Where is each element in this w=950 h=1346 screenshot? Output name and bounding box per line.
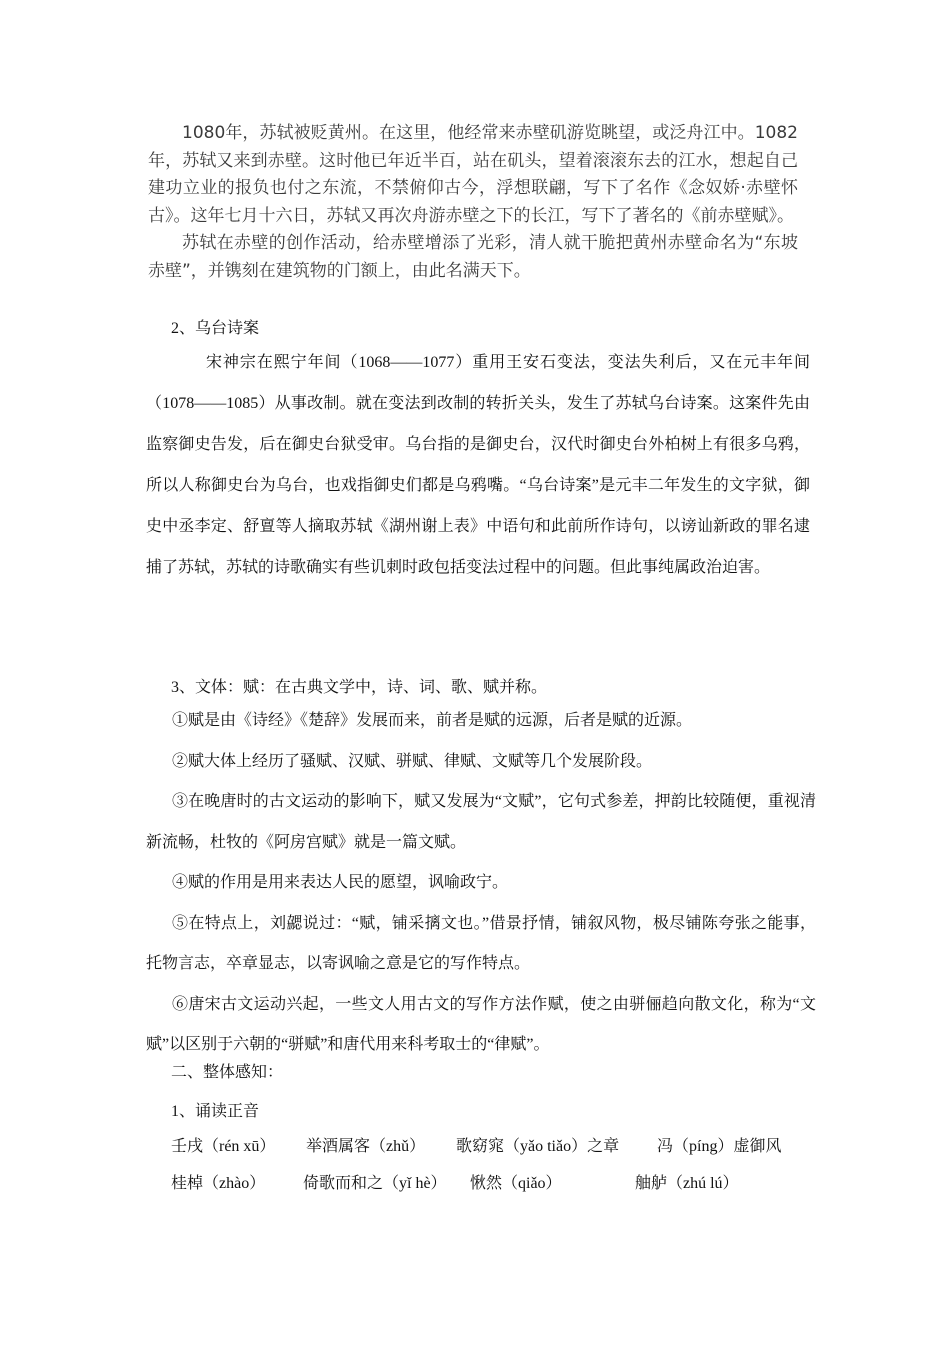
- list-item: ③在晚唐时的古文运动的影响下，赋又发展为“文赋”，它句式参差，押韵比较随便，重视清新流畅，杜牧的《阿房宫赋》就是一篇文赋。: [146, 793, 816, 851]
- part-2-subheading: 1、诵读正音: [171, 1103, 260, 1120]
- section-2-heading: 2、乌台诗案: [171, 320, 260, 337]
- pronunciation-8: 舳舻（zhú lú）: [635, 1175, 739, 1192]
- pronunciation-7: 愀然（qiǎo）: [470, 1175, 562, 1192]
- part-2-heading: 二、整体感知：: [171, 1064, 284, 1081]
- scan-paragraph-1: 1080年，苏轼被贬黄州。在这里，他经常来赤壁矶游览眺望，或泛舟江中。1082年，苏轼又来到赤壁。这时他已年近半百，站在矶头，望着滚滚东去的江水，想起自己建功立业的报负也付之东流，不禁俯仰古今，浮想联翩，写下了名作《念奴娇·赤壁怀古》。这年七月十六日，苏轼又再次舟游赤壁之下的长江，写下了著名的《前赤壁赋》。: [148, 123, 798, 226]
- section-2-paragraph: 宋神宗在熙宁年间（1068——1077）重用王安石变法，变法失利后，又在元丰年间（1078——1085）从事改制。就在变法到改制的转折关头，发生了苏轼乌台诗案。这案件先由监察御史告发，后在御史台狱受审。乌台指的是御史台，汉代时御史台外柏树上有很多乌鸦，所以人称御史台为乌台，也戏指御史们都是乌鸦嘴。“乌台诗案”是元丰二年发生的文字狱，御史中丞李定、舒亶等人摘取苏轼《湖州谢上表》中语句和此前所作诗句，以谤讪新政的罪名逮捕了苏轼，苏轼的诗歌确实有些讥刺时政包括变法过程中的问题。但此事纯属政治迫害。: [146, 354, 810, 576]
- pronunciation-5: 桂棹（zhào）: [171, 1175, 266, 1192]
- list-item: ②赋大体上经历了骚赋、汉赋、骈赋、律赋、文赋等几个发展阶段。: [172, 752, 653, 770]
- scan-paragraph-2: 苏轼在赤壁的创作活动，给赤壁增添了光彩，清人就干脆把黄州赤壁命名为“东坡赤壁”，并镌刻在建筑物的门额上，由此名满天下。: [148, 233, 798, 281]
- section-2-body: [146, 342, 810, 588]
- pronunciation-6: 倚歌而和之（yǐ hè）: [303, 1175, 447, 1192]
- scanned-excerpt: [148, 120, 798, 285]
- pronunciation-3: 歌窈窕（yǎo tiǎo）之章: [456, 1138, 620, 1155]
- list-item: ①赋是由《诗经》《楚辞》发展而来，前者是赋的远源，后者是赋的近源。: [172, 712, 693, 729]
- list-item: ⑥唐宋古文运动兴起，一些文人用古文的写作方法作赋，使之由骈俪趋向散文化，称为“文赋”以区别于六朝的“骈赋”和唐代用来科考取士的“律赋”。: [146, 995, 816, 1053]
- pronunciation-4: 冯（píng）虚御风: [657, 1138, 782, 1155]
- section-3-heading: 3、文体：赋：在古典文学中，诗、词、歌、赋并称。: [171, 679, 548, 696]
- list-item: ⑤在特点上，刘勰说过：“赋，铺采摛文也。”借景抒情，铺叙风物，极尽铺陈夸张之能事，托物言志，卒章显志，以寄讽喻之意是它的写作特点。: [146, 914, 816, 972]
- pronunciation-1: 壬戌（rén xū）: [171, 1138, 276, 1155]
- section-3-items: [146, 701, 816, 1066]
- pronunciation-2: 举酒属客（zhǔ）: [306, 1138, 426, 1155]
- list-item: ④赋的作用是用来表达人民的愿望，讽喻政宁。: [172, 874, 509, 891]
